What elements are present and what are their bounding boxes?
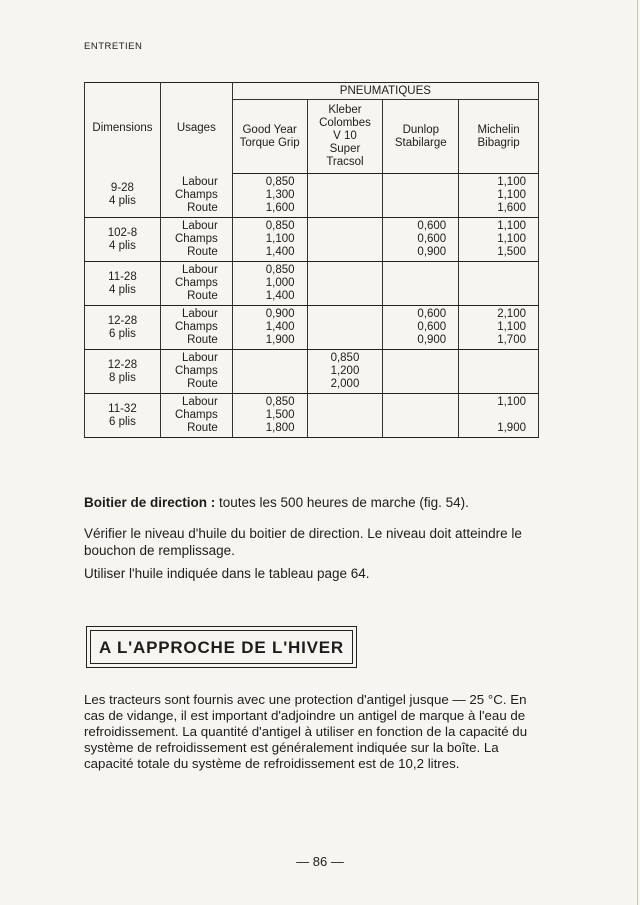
brand-header-line: Good Year: [242, 123, 297, 136]
direction-title-rest: toutes les 500 heures de marche (fig. 54).: [215, 495, 469, 510]
brand-header-line: Stabilarge: [394, 136, 447, 149]
brand-header-line: V 10: [333, 130, 357, 142]
usage-cell-line: Route: [187, 378, 218, 390]
goodyear-value-cell-line: 1,000: [265, 277, 295, 289]
brand-header-line: Michelin: [477, 123, 520, 136]
michelin-value-cell-line: 1,600: [497, 202, 526, 214]
dunlop-value-cell-line: [383, 409, 446, 422]
dunlop-value-cell-line: [383, 290, 446, 303]
kleber-value-cell: [307, 350, 383, 394]
dimension-cell: [85, 394, 161, 438]
usage-cell-line: Champs: [174, 188, 218, 201]
dimension-cell: [85, 174, 161, 218]
brand-header-line: Dunlop: [402, 123, 440, 136]
michelin-value-cell-line: 1,100: [497, 220, 526, 232]
goodyear-value-cell-line: [233, 352, 295, 365]
michelin-value-cell-line: 1,500: [497, 246, 526, 258]
goodyear-value-cell-line: 1,800: [265, 422, 295, 434]
dunlop-value-cell-line: [383, 352, 446, 365]
usage-cell: [160, 218, 232, 262]
dunlop-value-cell-line: [383, 189, 446, 202]
dunlop-value-cell-line: 0,900: [417, 246, 447, 258]
michelin-value-cell: [459, 394, 539, 438]
michelin-value-cell: [459, 262, 539, 306]
dunlop-value-cell-line: 0,600: [417, 233, 447, 245]
dunlop-value-cell: [383, 174, 459, 218]
goodyear-value-cell-line: 1,500: [265, 409, 295, 421]
goodyear-value-cell: [232, 262, 307, 306]
usage-cell-line: Route: [187, 246, 218, 258]
usage-cell: [160, 306, 232, 350]
goodyear-value-cell-line: 1,300: [265, 189, 295, 201]
michelin-value-cell-line: [459, 277, 526, 290]
dunlop-value-cell-line: [383, 277, 446, 290]
goodyear-value-cell: [232, 394, 307, 438]
direction-title: Boitier de direction :: [84, 495, 216, 510]
page-margin-line: [637, 0, 638, 905]
kleber-value-cell: [307, 262, 383, 306]
dunlop-value-cell: [383, 394, 459, 438]
michelin-value-cell-line: [459, 290, 526, 303]
kleber-value-cell-line: [308, 308, 383, 321]
dimension-cell-line: 12-28: [107, 358, 138, 371]
col-usages-header: Usages: [160, 83, 232, 174]
dunlop-value-cell-line: [383, 202, 446, 215]
michelin-value-cell-line: 1,100: [497, 176, 526, 188]
goodyear-value-cell: [232, 218, 307, 262]
goodyear-value-cell-line: 0,850: [265, 264, 295, 276]
brand-header-line: Colombes: [319, 117, 371, 129]
michelin-value-cell-line: 1,700: [497, 334, 526, 346]
usage-cell-line: Labour: [181, 308, 218, 320]
goodyear-value-cell-line: 1,600: [265, 202, 295, 214]
dimension-cell-line: 4 plis: [109, 195, 136, 208]
usage-cell: [160, 174, 232, 218]
kleber-value-cell-line: [308, 396, 383, 409]
dimension-cell-line: 9-28: [110, 182, 134, 195]
michelin-value-cell-line: [459, 365, 526, 378]
michelin-value-cell: [459, 218, 539, 262]
kleber-value-cell-line: 0,850: [330, 352, 360, 364]
col-dimensions-header: Dimensions: [85, 83, 161, 174]
dimension-cell-line: 4 plis: [109, 283, 136, 296]
dimension-cell: [85, 218, 161, 262]
group-header-pneumatiques: PNEUMATIQUES: [232, 83, 538, 100]
winter-title: A L'APPROCHE DE L'HIVER: [90, 630, 353, 664]
michelin-value-cell: [459, 306, 539, 350]
kleber-value-cell: [307, 174, 383, 218]
kleber-value-cell: [307, 306, 383, 350]
dunlop-value-cell-line: 0,600: [417, 308, 447, 320]
kleber-value-cell-line: [308, 334, 383, 347]
dunlop-value-cell-line: 0,600: [417, 220, 447, 232]
usage-cell: [160, 394, 232, 438]
brand-header-dunlop: [383, 100, 459, 174]
usage-cell-line: Labour: [181, 396, 218, 408]
dunlop-value-cell: [383, 306, 459, 350]
usage-cell-line: Champs: [174, 409, 218, 421]
direction-heading: [84, 494, 544, 511]
goodyear-value-cell-line: 0,900: [265, 308, 295, 320]
dimension-cell-line: 102-8: [107, 226, 138, 239]
dimension-cell-line: 11-28: [108, 270, 137, 283]
brand-header-line: Super: [329, 143, 361, 155]
brand-header-line: Kleber: [328, 104, 362, 116]
dimension-cell-line: 11-32: [108, 402, 137, 415]
table-row: [85, 262, 539, 306]
kleber-value-cell: [307, 218, 383, 262]
kleber-value-cell-line: 1,200: [330, 365, 360, 377]
michelin-value-cell-line: 2,100: [497, 308, 526, 320]
goodyear-value-cell-line: 1,400: [265, 246, 295, 258]
brand-header-line: Tracsol: [326, 156, 364, 168]
direction-paragraph-1: Vérifier le niveau d'huile du boitier de direction. Le niveau doit atteindre le bouchon de remplissage.: [84, 526, 522, 558]
kleber-value-cell-line: [308, 202, 383, 215]
michelin-value-cell-line: [459, 264, 526, 277]
dunlop-value-cell: [383, 218, 459, 262]
michelin-value-cell-line: [459, 409, 526, 422]
kleber-value-cell-line: [308, 233, 383, 246]
running-header: ENTRETIEN: [84, 41, 143, 52]
kleber-value-cell-line: [308, 277, 383, 290]
dunlop-value-cell-line: 0,900: [417, 334, 447, 346]
dimension-cell-line: 12-28: [107, 314, 138, 327]
michelin-value-cell-line: [459, 378, 526, 391]
kleber-value-cell-line: [308, 176, 383, 189]
goodyear-value-cell-line: 0,850: [265, 176, 295, 188]
dunlop-value-cell-line: 0,600: [417, 321, 447, 333]
michelin-value-cell-line: [459, 352, 526, 365]
dunlop-value-cell-line: [383, 365, 446, 378]
kleber-value-cell-line: [308, 189, 383, 202]
table-row: [85, 174, 539, 218]
table-row: [85, 306, 539, 350]
dimension-cell-line: 6 plis: [109, 327, 136, 340]
michelin-value-cell-line: 1,900: [497, 422, 526, 434]
goodyear-value-cell: [232, 174, 307, 218]
goodyear-value-cell-line: 1,400: [265, 290, 295, 302]
brand-header-good-year: [232, 100, 307, 174]
goodyear-value-cell-line: 1,900: [265, 334, 295, 346]
kleber-value-cell: [307, 394, 383, 438]
brand-header-kleber: [307, 100, 383, 174]
michelin-value-cell: [459, 174, 539, 218]
dunlop-value-cell: [383, 350, 459, 394]
usage-cell-line: Champs: [174, 321, 218, 333]
usage-cell-line: Labour: [181, 175, 218, 188]
goodyear-value-cell-line: [233, 365, 295, 378]
dunlop-value-cell-line: [383, 396, 446, 409]
dimension-cell: [85, 262, 161, 306]
kleber-value-cell-line: [308, 264, 383, 277]
usage-cell-line: Champs: [174, 365, 218, 377]
michelin-value-cell-line: 1,100: [497, 189, 526, 201]
direction-paragraph-2: Utiliser l'huile indiquée dans le tableau page 64.: [84, 566, 370, 581]
goodyear-value-cell: [232, 350, 307, 394]
usage-cell: [160, 350, 232, 394]
table-row: [85, 394, 539, 438]
winter-paragraph: Les tracteurs sont fournis avec une protection d'antigel jusque — 25 °C. En cas de vidange, il est important d'adjoindre un antigel de marque à l'eau de refroidissement. La quantité d'antigel à utiliser en fonction de la capacité du système de refroidissement est généralement indiquée sur la boîte. La capacité totale du système de refroidissement est de 10,2 litres.: [84, 692, 528, 771]
usage-cell-line: Champs: [174, 233, 218, 245]
dunlop-value-cell-line: [383, 176, 446, 189]
kleber-value-cell-line: [308, 246, 383, 259]
usage-cell-line: Labour: [181, 220, 218, 232]
goodyear-value-cell-line: 1,400: [265, 321, 295, 333]
kleber-value-cell-line: [308, 290, 383, 303]
michelin-value-cell-line: 1,100: [497, 396, 526, 408]
dunlop-value-cell-line: [383, 264, 446, 277]
table-row: [85, 218, 539, 262]
brand-header-line: Torque Grip: [239, 136, 300, 149]
usage-cell-line: Route: [187, 290, 218, 302]
goodyear-value-cell-line: 0,850: [265, 396, 295, 408]
dimension-cell-line: 8 plis: [109, 371, 136, 384]
michelin-value-cell: [459, 350, 539, 394]
dimension-cell: [85, 350, 161, 394]
usage-cell-line: Route: [187, 334, 218, 346]
michelin-value-cell-line: 1,100: [497, 233, 526, 245]
goodyear-value-cell: [232, 306, 307, 350]
goodyear-value-cell-line: 1,100: [265, 233, 295, 245]
usage-cell-line: Route: [187, 422, 218, 434]
page-number: — 86 —: [296, 854, 344, 869]
kleber-value-cell-line: [308, 220, 383, 233]
brand-header-line: Bibagrip: [477, 136, 520, 149]
kleber-value-cell-line: [308, 422, 383, 435]
usage-cell-line: Champs: [174, 277, 218, 289]
kleber-value-cell-line: 2,000: [330, 378, 360, 390]
tire-pressure-table: [84, 82, 539, 438]
dunlop-value-cell-line: [383, 422, 446, 435]
kleber-value-cell-line: [308, 321, 383, 334]
dimension-cell-line: 4 plis: [109, 239, 136, 252]
usage-cell-line: Labour: [181, 352, 218, 364]
goodyear-value-cell-line: [233, 378, 295, 391]
dunlop-value-cell-line: [383, 378, 446, 391]
usage-cell-line: Labour: [181, 264, 218, 276]
winter-title-box: [86, 626, 357, 668]
brand-header-michelin: [459, 100, 539, 174]
usage-cell-line: Route: [187, 201, 218, 214]
dimension-cell: [85, 306, 161, 350]
kleber-value-cell-line: [308, 409, 383, 422]
michelin-value-cell-line: 1,100: [497, 321, 526, 333]
dimension-cell-line: 6 plis: [109, 415, 136, 428]
dunlop-value-cell: [383, 262, 459, 306]
goodyear-value-cell-line: 0,850: [265, 220, 295, 232]
table-row: [85, 350, 539, 394]
usage-cell: [160, 262, 232, 306]
